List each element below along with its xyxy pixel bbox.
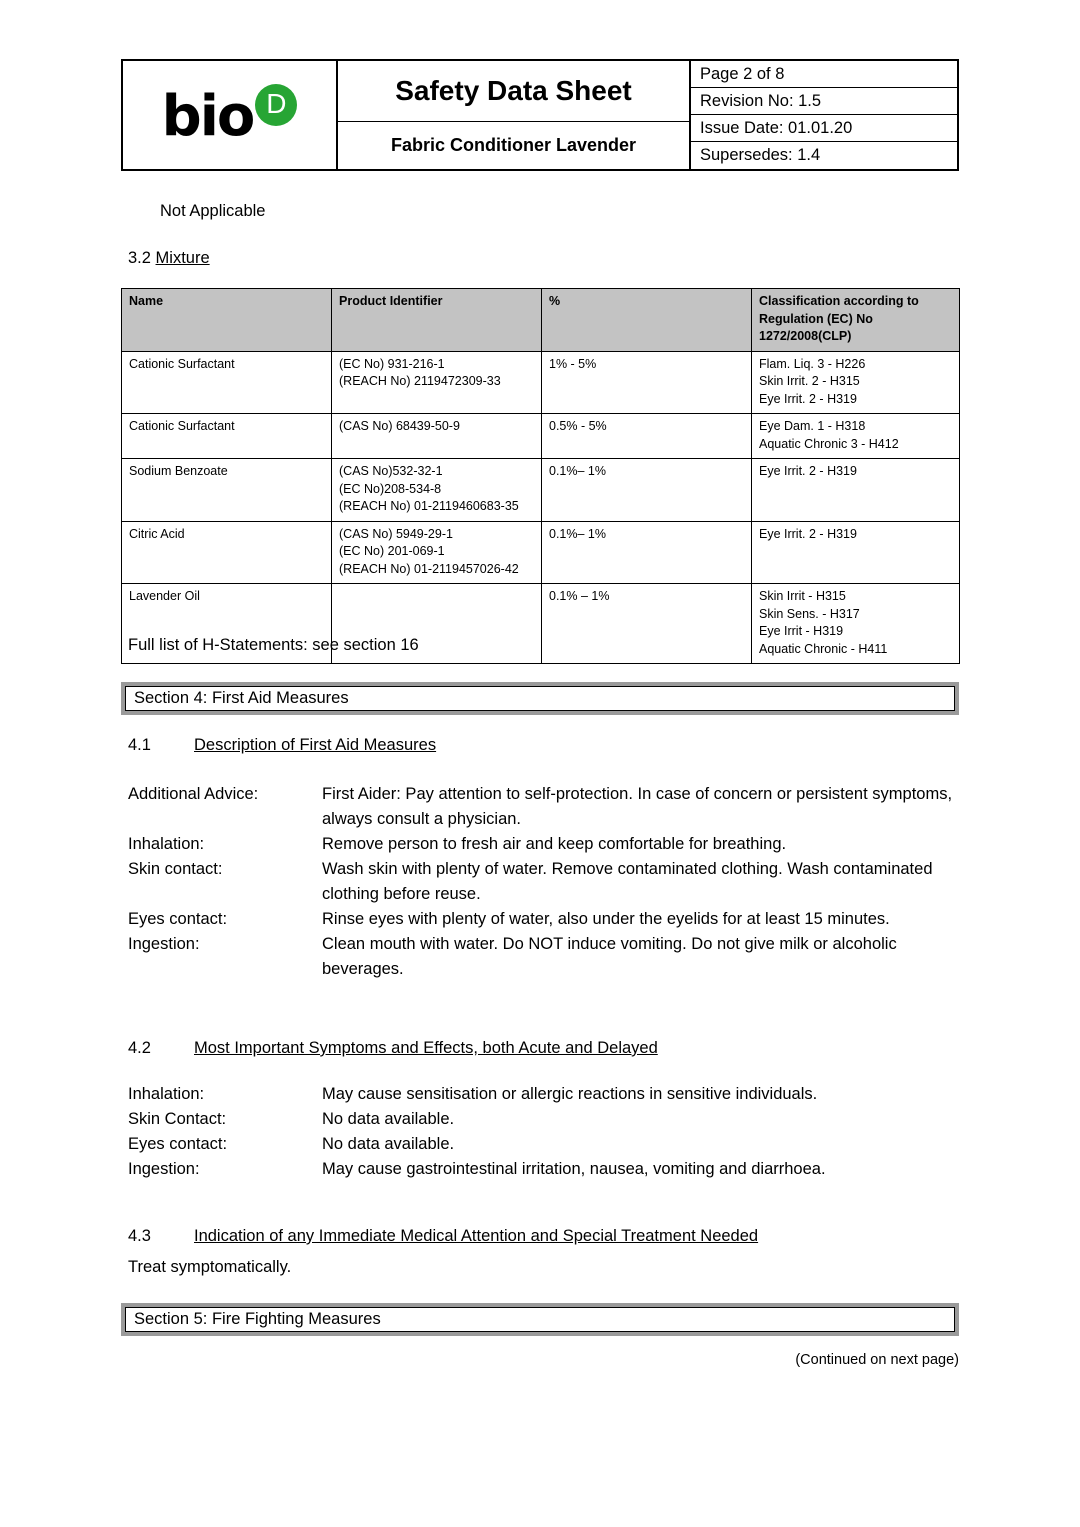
cell-identifier bbox=[332, 459, 542, 522]
item-value: No data available. bbox=[322, 1110, 455, 1128]
cell-classification bbox=[752, 459, 960, 522]
continued-footer: (Continued on next page) bbox=[795, 1352, 959, 1368]
identifier-line: (REACH No) 01-2119460683-35 bbox=[339, 499, 519, 513]
heading-3-2-title: Mixture bbox=[155, 249, 210, 267]
document-header bbox=[121, 59, 959, 171]
cell-identifier bbox=[332, 521, 542, 584]
logo-badge-letter: D bbox=[266, 88, 287, 119]
classification-line: Eye Irrit. 2 - H319 bbox=[759, 391, 857, 406]
list-item bbox=[128, 857, 960, 907]
identifier-line: (REACH No) 2119472309-33 bbox=[339, 374, 501, 388]
identifier-line: (CAS No) 68439-50-9 bbox=[339, 419, 460, 433]
item-label: Skin Contact: bbox=[128, 1110, 227, 1128]
item-value: May cause sensitisation or allergic reactions in sensitive individuals. bbox=[322, 1085, 818, 1103]
heading-4-1-number: 4.1 bbox=[128, 736, 151, 754]
table-row bbox=[122, 414, 960, 459]
column-header-product-identifier: Product Identifier bbox=[332, 289, 542, 352]
mixture-composition-table bbox=[121, 288, 960, 664]
heading-4-2-title: Most Important Symptoms and Effects, both Acute and Delayed bbox=[194, 1039, 658, 1057]
item-label: Ingestion: bbox=[128, 935, 200, 953]
identifier-line: (CAS No) 5949-29-1 bbox=[339, 526, 453, 541]
cell-identifier bbox=[332, 414, 542, 459]
cell-classification bbox=[752, 521, 960, 584]
item-value: Wash skin with plenty of water. Remove contaminated clothing. Wash contaminated clothing before reuse. bbox=[322, 860, 933, 903]
heading-3-2-number: 3.2 bbox=[128, 249, 151, 267]
document-title: Safety Data Sheet bbox=[338, 61, 689, 122]
table-row bbox=[122, 351, 960, 414]
cell-classification bbox=[752, 414, 960, 459]
header-logo-cell bbox=[123, 61, 338, 169]
list-item bbox=[128, 1082, 960, 1107]
classification-line: Skin Sens. - H317 bbox=[759, 606, 860, 621]
cell-percent: 0.1%– 1% bbox=[542, 459, 752, 522]
list-item bbox=[128, 1132, 960, 1157]
table-header-row bbox=[122, 289, 960, 352]
product-name: Fabric Conditioner Lavender bbox=[390, 135, 637, 155]
cell-percent: 0.1% – 1% bbox=[542, 584, 752, 664]
cell-name: Cationic Surfactant bbox=[122, 351, 332, 414]
identifier-line: (EC No)208-534-8 bbox=[339, 481, 442, 496]
meta-revision-number: Revision No: 1.5 bbox=[691, 88, 957, 115]
item-label: Eyes contact: bbox=[128, 1135, 228, 1153]
meta-issue-date: Issue Date: 01.01.20 bbox=[691, 115, 957, 142]
classification-line: Eye Dam. 1 - H318 bbox=[759, 419, 866, 433]
heading-4-3-title: Indication of any Immediate Medical Attention and Special Treatment Needed bbox=[194, 1227, 759, 1245]
logo-badge-circle-icon bbox=[255, 84, 297, 126]
column-header-percent: % bbox=[542, 289, 752, 352]
heading-4-2-number: 4.2 bbox=[128, 1039, 151, 1057]
identifier-line: (EC No) 931-216-1 bbox=[339, 356, 445, 371]
meta-supersedes: Supersedes: 1.4 bbox=[700, 146, 821, 164]
cell-percent: 1% - 5% bbox=[542, 351, 752, 414]
list-item bbox=[128, 1157, 960, 1182]
heading-4-2 bbox=[128, 1039, 658, 1058]
classification-line: Eye Irrit - H319 bbox=[759, 624, 844, 638]
item-label: Eyes contact: bbox=[128, 910, 228, 928]
item-label: Ingestion: bbox=[128, 1160, 200, 1178]
meta-page-number: Page 2 of 8 bbox=[691, 61, 957, 88]
symptoms-effects-list bbox=[128, 1082, 960, 1182]
classification-line: Aquatic Chronic - H411 bbox=[759, 641, 888, 656]
list-item bbox=[128, 932, 960, 982]
cell-name: Cationic Surfactant bbox=[122, 414, 332, 459]
cell-name: Citric Acid bbox=[122, 521, 332, 584]
not-applicable-text: Not Applicable bbox=[160, 202, 266, 220]
item-value: Clean mouth with water. Do NOT induce vomiting. Do not give milk or alcoholic beverages. bbox=[322, 935, 897, 978]
item-label: Skin contact: bbox=[128, 860, 223, 878]
identifier-line: (CAS No)532-32-1 bbox=[339, 464, 443, 478]
heading-4-3-number: 4.3 bbox=[128, 1227, 151, 1245]
column-header-name: Name bbox=[122, 289, 332, 352]
cell-percent: 0.5% - 5% bbox=[542, 414, 752, 459]
heading-4-1 bbox=[128, 736, 436, 755]
item-label: Inhalation: bbox=[128, 1085, 205, 1103]
treat-symptomatically-text: Treat symptomatically. bbox=[128, 1258, 292, 1276]
list-item bbox=[128, 782, 960, 832]
logo-wordmark: bio bbox=[161, 84, 254, 149]
item-value: Rinse eyes with plenty of water, also under the eyelids for at least 15 minutes. bbox=[322, 910, 890, 928]
item-value: Remove person to fresh air and keep comfortable for breathing. bbox=[322, 835, 787, 853]
classification-line: Skin Irrit - H315 bbox=[759, 589, 846, 603]
section-5-banner-label: Section 5: Fire Fighting Measures bbox=[125, 1307, 955, 1332]
header-title-cell bbox=[338, 61, 691, 169]
cell-name: Lavender Oil bbox=[122, 584, 332, 664]
item-value: First Aider: Pay attention to self-protection. In case of concern or persistent symptoms, always consult a physician. bbox=[322, 785, 953, 828]
classification-line: Eye Irrit. 2 - H319 bbox=[759, 526, 857, 541]
cell-name: Sodium Benzoate bbox=[122, 459, 332, 522]
identifier-line: (REACH No) 01-2119457026-42 bbox=[339, 561, 519, 576]
item-value: No data available. bbox=[322, 1135, 455, 1153]
list-item bbox=[128, 1107, 960, 1132]
classification-header-line-1: Classification according to bbox=[759, 294, 919, 308]
cell-percent: 0.1%– 1% bbox=[542, 521, 752, 584]
classification-line: Eye Irrit. 2 - H319 bbox=[759, 464, 857, 478]
classification-line: Flam. Liq. 3 - H226 bbox=[759, 356, 866, 371]
identifier-line: (EC No) 201-069-1 bbox=[339, 544, 445, 558]
column-header-classification bbox=[752, 289, 960, 352]
section-5-banner bbox=[121, 1303, 959, 1336]
classification-header-line-3: 1272/2008(CLP) bbox=[759, 329, 852, 343]
classification-line: Skin Irrit. 2 - H315 bbox=[759, 374, 860, 388]
section-4-banner bbox=[121, 682, 959, 715]
h-statements-note: Full list of H-Statements: see section 16 bbox=[128, 636, 419, 654]
table-row bbox=[122, 459, 960, 522]
item-label: Inhalation: bbox=[128, 835, 205, 853]
first-aid-measures-list bbox=[128, 782, 960, 982]
table-row bbox=[122, 521, 960, 584]
classification-line: Aquatic Chronic 3 - H412 bbox=[759, 436, 899, 451]
item-label: Additional Advice: bbox=[128, 785, 259, 803]
cell-identifier bbox=[332, 351, 542, 414]
item-value: May cause gastrointestinal irritation, nausea, vomiting and diarrhoea. bbox=[322, 1160, 826, 1178]
section-4-banner-label: Section 4: First Aid Measures bbox=[125, 686, 955, 711]
cell-classification bbox=[752, 584, 960, 664]
classification-header-line-2: Regulation (EC) No bbox=[759, 311, 873, 326]
heading-4-1-title: Description of First Aid Measures bbox=[194, 736, 437, 754]
list-item bbox=[128, 907, 960, 932]
heading-4-3 bbox=[128, 1227, 758, 1246]
heading-3-2 bbox=[128, 246, 210, 270]
list-item bbox=[128, 832, 960, 857]
cell-classification bbox=[752, 351, 960, 414]
header-meta-cell bbox=[691, 61, 957, 169]
biod-logo bbox=[161, 84, 298, 149]
